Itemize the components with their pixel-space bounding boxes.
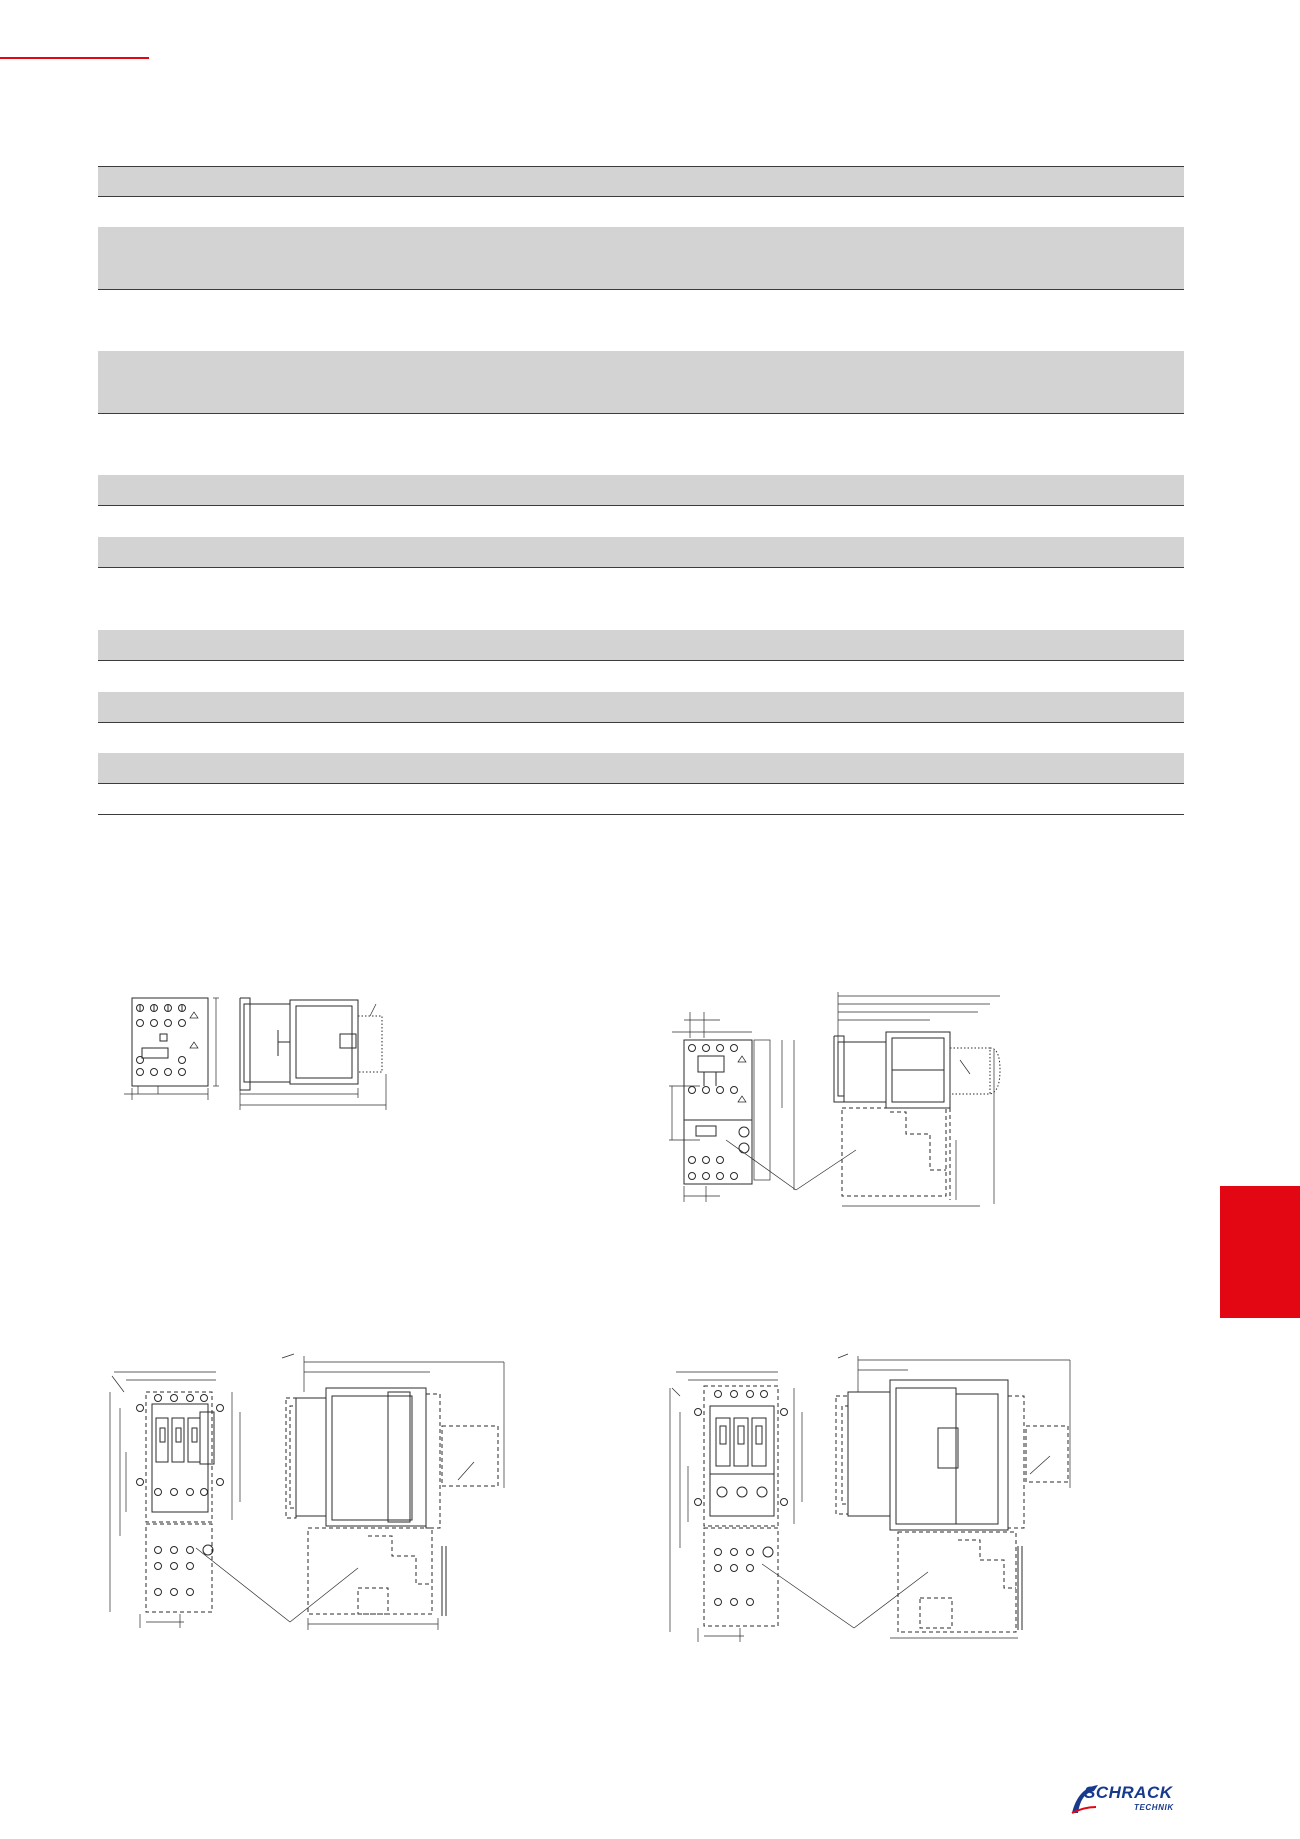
table-row xyxy=(98,753,1184,783)
side-view xyxy=(834,992,1000,1206)
callout-leader xyxy=(796,1150,856,1190)
table-rule xyxy=(98,660,1184,661)
table-row xyxy=(98,351,1184,413)
callout-leader xyxy=(854,1572,928,1628)
contactor-front-view xyxy=(124,998,219,1100)
callout-leader xyxy=(762,1564,854,1628)
table-rule xyxy=(98,289,1184,290)
dimension-drawing-contactor-with-relay xyxy=(660,990,1020,1240)
table-rule xyxy=(98,814,1184,815)
table-rule xyxy=(98,722,1184,723)
table-row xyxy=(98,475,1184,505)
callout-leader xyxy=(726,1140,796,1190)
table-row xyxy=(98,692,1184,722)
dimension-drawing-large-contactor-right xyxy=(658,1352,1088,1642)
dimension-drawing-large-contactor-left xyxy=(100,1352,520,1602)
brand-tagline: TECHNIK xyxy=(1134,1803,1174,1812)
brand-logo xyxy=(1070,1783,1190,1817)
header-red-rule xyxy=(0,57,149,59)
table-rule xyxy=(98,567,1184,568)
chapter-tab xyxy=(1220,1186,1300,1318)
dimension-drawing-small-contactor xyxy=(118,990,418,1120)
callout-leader xyxy=(196,1548,290,1622)
table-row xyxy=(98,227,1184,289)
side-view xyxy=(282,1354,504,1630)
table-rule xyxy=(98,505,1184,506)
side-view xyxy=(836,1354,1070,1638)
table-rule xyxy=(98,196,1184,197)
table-rule xyxy=(98,413,1184,414)
callout-leader xyxy=(960,1060,970,1074)
front-view xyxy=(669,1012,794,1202)
table-row xyxy=(98,537,1184,567)
table-row xyxy=(98,167,1184,196)
brand-name: SCHRACK xyxy=(1084,1783,1173,1802)
table-row xyxy=(98,630,1184,660)
front-view xyxy=(670,1372,802,1642)
contactor-side-view xyxy=(240,998,386,1110)
table-rule xyxy=(98,783,1184,784)
front-view xyxy=(110,1372,240,1628)
